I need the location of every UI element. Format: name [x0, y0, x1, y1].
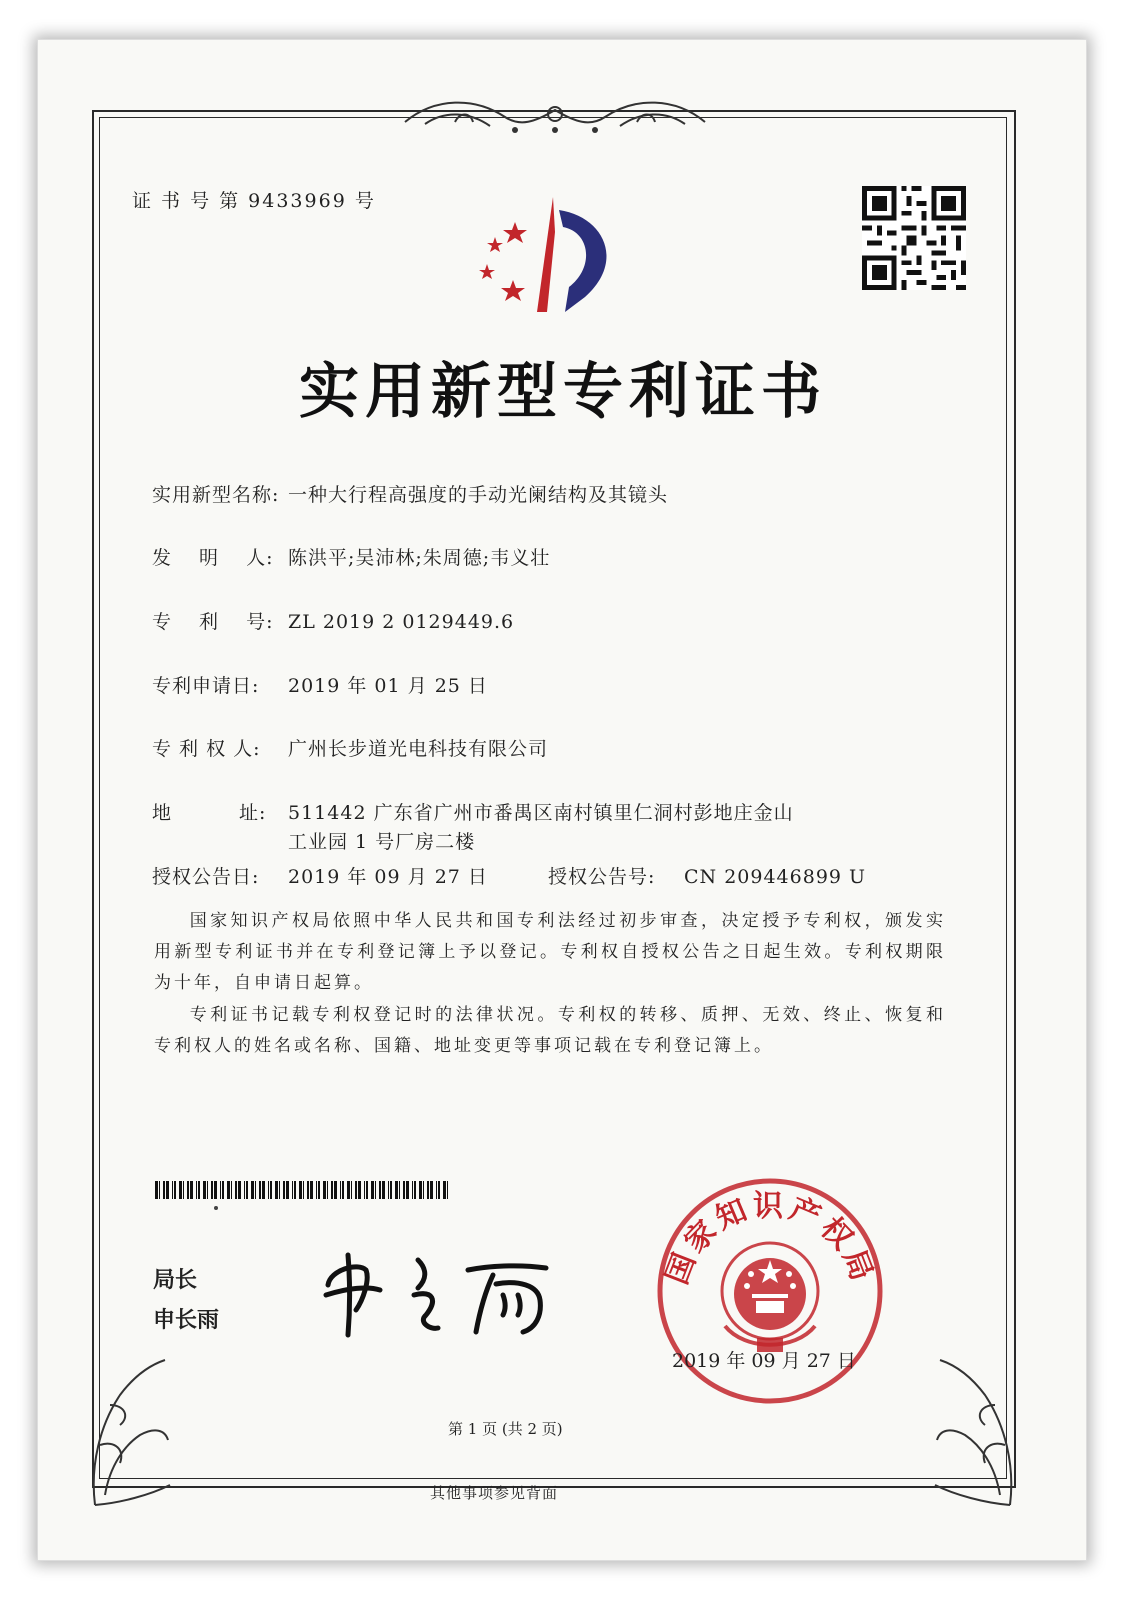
field-patentee: [152, 734, 548, 761]
field-label: 地 址:: [152, 802, 267, 824]
director-signature: [318, 1240, 558, 1340]
barcode-dot: [214, 1206, 218, 1210]
field-inventor: [152, 543, 550, 570]
seal-date: 2019 年 09 月 27 日: [672, 1350, 856, 1372]
director-title: 局长: [153, 1268, 198, 1293]
field-label: 实用新型名称:: [152, 484, 280, 506]
field-label: 发 明 人:: [152, 547, 274, 569]
field-label: 专 利 权 人:: [152, 738, 261, 760]
field-address-line2: 工业园 1 号厂房二楼: [288, 831, 476, 853]
statement-paragraph-2: 专利证书记载专利权登记时的法律状况。专利权的转移、质押、无效、终止、恢复和专利权人的姓名或名称、国籍、地址变更等事项记载在专利登记簿上。: [154, 1005, 946, 1056]
field-value: 511442 广东省广州市番禺区南村镇里仁洞村彭地庄金山: [288, 802, 794, 824]
cnipa-logo: [475, 192, 625, 317]
field-label: 授权公告日:: [152, 866, 260, 888]
field-label: 授权公告号:: [548, 866, 656, 888]
field-grant-date: [152, 862, 488, 889]
director-name: 申长雨: [153, 1308, 220, 1333]
field-label: 专利申请日:: [152, 675, 260, 697]
statement-paragraph-1: 国家知识产权局依照中华人民共和国专利法经过初步审查，决定授予专利权，颁发实用新型专利证书并在专利登记簿上予以登记。专利权自授权公告之日起生效。专利权期限为十年，自申请日起算。: [154, 911, 946, 993]
bottom-left-ornament: [80, 1345, 175, 1510]
field-grant-number: [548, 862, 866, 889]
seal-arc-text: 国家知识产权局: [659, 1189, 881, 1290]
field-value: 陈洪平;吴沛林;朱周德;韦义壮: [288, 547, 551, 569]
field-value: 广州长步道光电科技有限公司: [288, 738, 549, 760]
field-address: [152, 798, 794, 825]
field-value: 2019 年 01 月 25 日: [288, 675, 488, 697]
field-filing-date: [152, 671, 488, 698]
field-value: 一种大行程高强度的手动光阑结构及其镜头: [288, 484, 669, 506]
field-value: ZL 2019 2 0129449.6: [288, 611, 515, 633]
certificate-number: 证 书 号 第 9433969 号: [132, 190, 376, 212]
barcode: [155, 1181, 450, 1199]
field-value: 2019 年 09 月 27 日: [288, 866, 488, 888]
field-utility-model-name: [152, 480, 668, 507]
field-label: 专 利 号:: [152, 611, 274, 633]
qr-code: [862, 186, 966, 290]
page-indicator: 第 1 页 (共 2 页): [448, 1420, 563, 1438]
certificate-title: 实用新型专利证书: [299, 357, 827, 427]
bottom-right-ornament: [930, 1345, 1025, 1510]
field-value: CN 209446899 U: [684, 866, 867, 888]
top-ornament: [395, 92, 715, 148]
field-patent-number: [152, 607, 514, 634]
footer-note: 其他事项参见背面: [430, 1484, 559, 1502]
